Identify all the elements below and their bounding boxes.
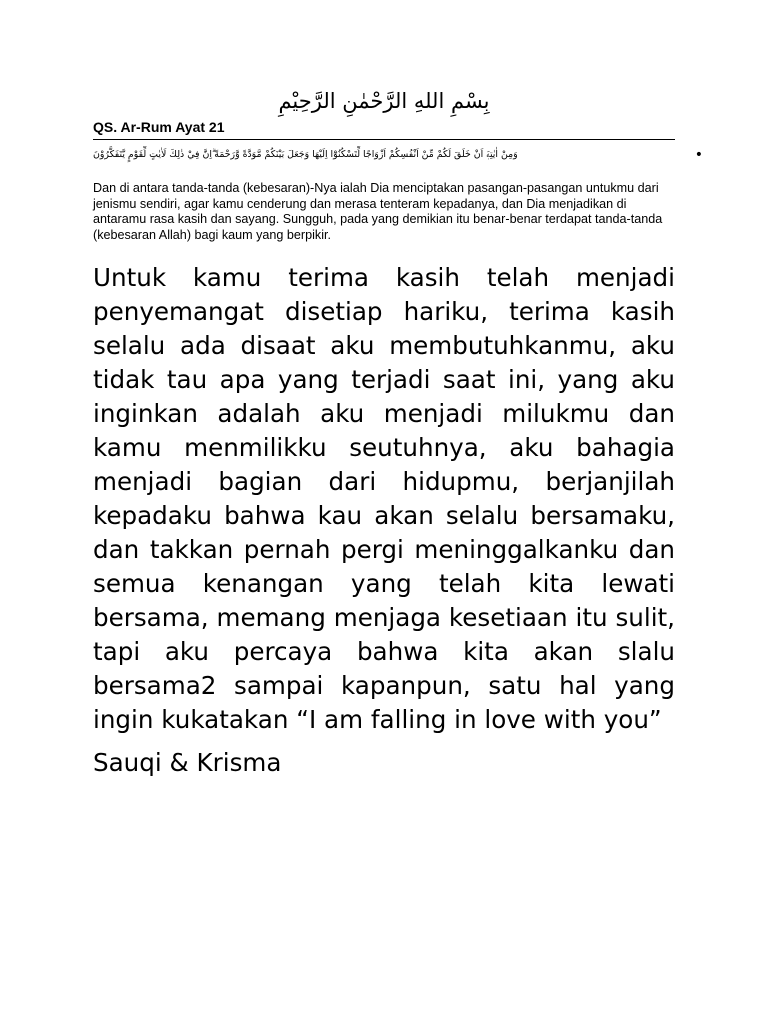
signature: Sauqi & Krisma (93, 748, 282, 777)
arabic-verse: وَمِنْ اٰيٰتِهٖٓ اَنْ خَلَقَ لَكُمْ مِّنْ اَنْفُسِكُمْ اَزْوَاجًا لِّتَسْكُنُوْٓا اِلَيْهَا وَجَعَلَ بَيْنَكُمْ مَّوَدَّةً وَّرَحْمَةً ۗاِنَّ فِيْ ذٰلِكَ لَاٰيٰتٍ لِّقَوْمٍ يَّتَفَكَّرُوْنَ (93, 149, 518, 160)
bullet-marker: • (694, 147, 703, 163)
letter-body: Untuk kamu terima kasih telah menjadi penyemangat disetiap hariku, terima kasih selalu ada disaat aku membutuhkanmu, aku tidak tau apa yang terjadi saat ini, yang aku inginkan adalah aku menjadi milukmu dan kamu menmilikku seutuhnya, aku bahagia menjadi bagian dari hidupmu, berjanjilah kepadaku bahwa kau akan selalu bersamaku, dan takkan pernah pergi meninggalkanku dan semua kenangan yang telah kita lewati bersama, memang menjaga kesetiaan itu sulit, tapi aku percaya bahwa kita akan slalu bersama2 sampai kapanpun, satu hal yang ingin kukatakan “I am falling in love with you” (93, 263, 675, 734)
document-page (93, 84, 703, 780)
verse-translation: Dan di antara tanda-tanda (kebesaran)-Nya ialah Dia menciptakan pasangan-pasangan untukmu dari jenismu sendiri, agar kamu cenderung dan merasa tenteram kepadanya, dan Dia menjadikan di antaramu rasa kasih dan sayang. Sungguh, pada yang demikian itu benar-benar terdapat tanda-tanda (kebesaran Allah) bagi kaum yang berpikir. (93, 181, 663, 242)
basmalah-heading: بِسْمِ اللهِ الرَّحْمٰنِ الرَّحِيْمِ (278, 89, 490, 113)
verse-row (93, 146, 703, 174)
surah-title: QS. Ar-Rum Ayat 21 (93, 118, 675, 140)
